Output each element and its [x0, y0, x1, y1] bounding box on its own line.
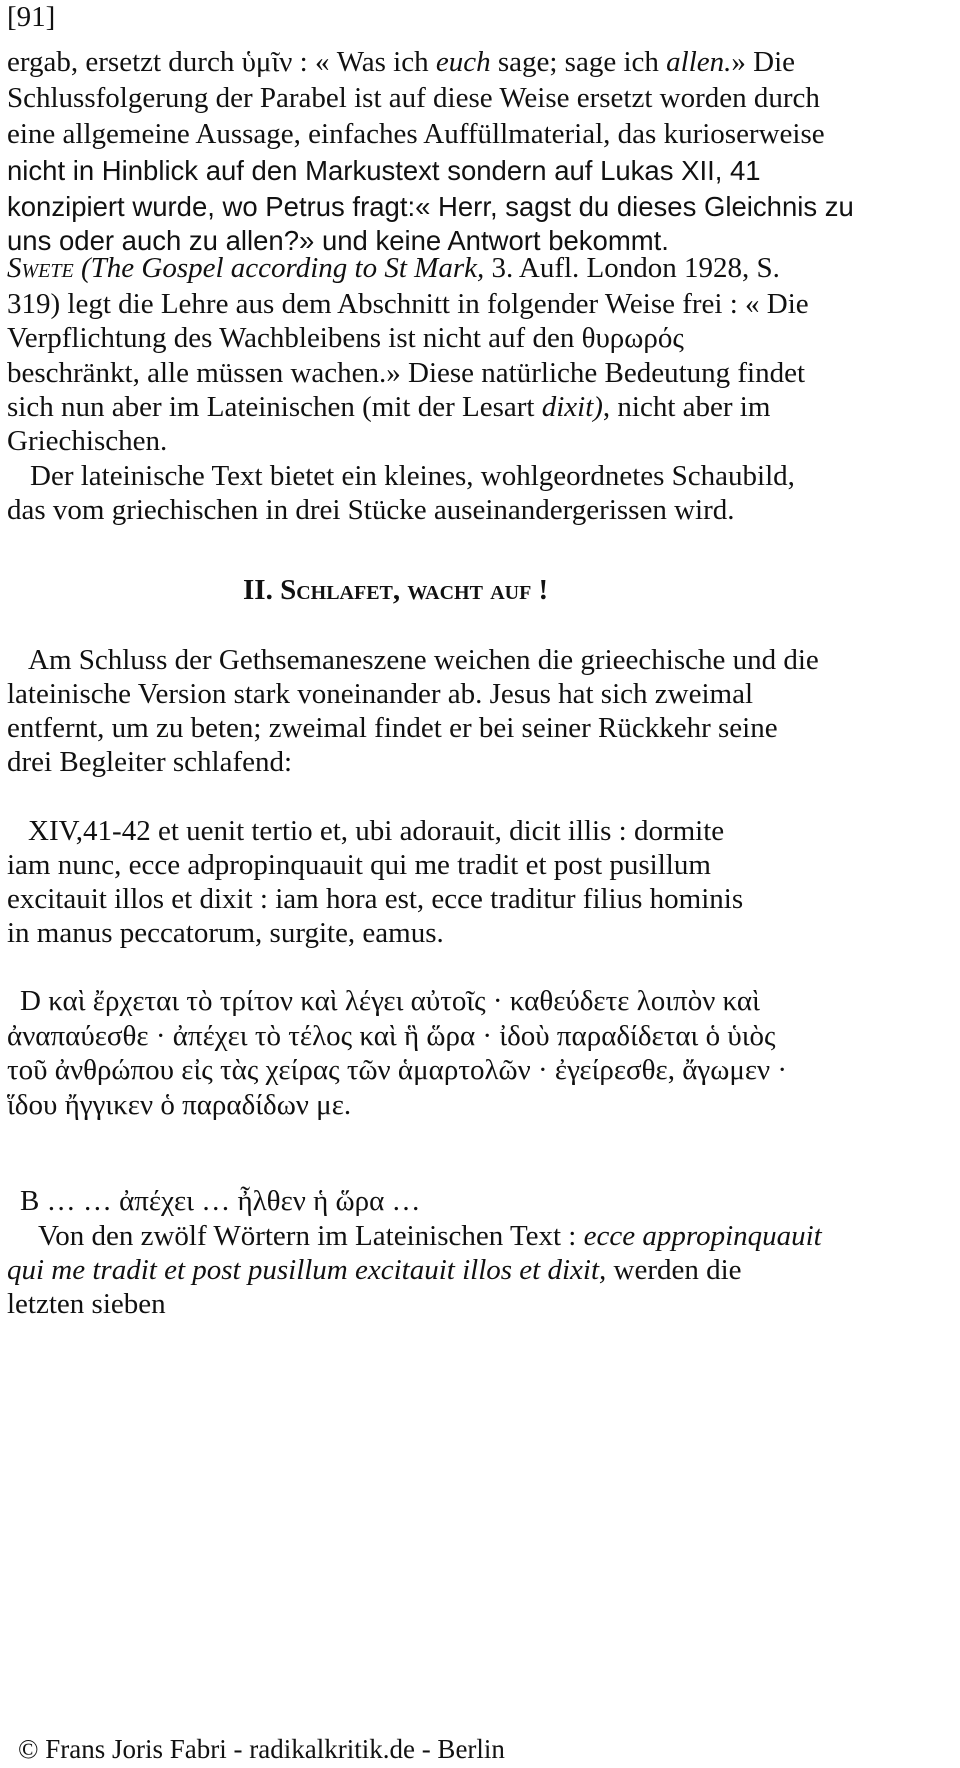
text-line: letzten sieben [7, 1288, 166, 1320]
footer-copyright: © Frans Joris Fabri - radikalkritik.de - Berlin [18, 1734, 505, 1764]
text-line: Verpflichtung des Wachbleibens ist nicht auf den θυρωρός [7, 322, 684, 354]
text-line: eine allgemeine Aussage, einfaches Auffüllmaterial, das kurioserweise [7, 118, 825, 150]
text-line: entfernt, um zu beten; zweimal findet er bei seiner Rückkehr seine [7, 712, 778, 744]
text-span: sage; sage ich [490, 46, 667, 78]
text-span: ergab, ersetzt durch ὑμῖν : « Was ich [7, 46, 436, 78]
emphasis: qui me tradit et post pusillum excitauit illos et dixit, [7, 1254, 607, 1286]
text-span: 3. Aufl. London 1928, S. [491, 252, 780, 284]
text-span: , nicht aber im [602, 391, 771, 423]
author-name: Swete [7, 252, 74, 284]
emphasis: allen. [666, 46, 732, 78]
emphasis: dixit) [541, 391, 603, 423]
text-line: excitauit illos et dixit : iam hora est, ecce traditur filius hominis [7, 883, 744, 915]
text-line: 319) legt die Lehre aus dem Abschnitt in folgender Weise frei : « Die [7, 288, 809, 320]
text-line: das vom griechischen in drei Stücke auseinandergerissen wird. [7, 494, 735, 526]
text-line: Griechischen. [7, 425, 168, 457]
text-line: Am Schluss der Gethsemaneszene weichen die grieechische und die [28, 644, 819, 676]
emphasis: ecce appropinquauit [583, 1220, 822, 1252]
greek-quote-b: B … … ἀπέχει … ἦλθεν ἡ ὥρα … [20, 1185, 421, 1217]
text-line [7, 389, 770, 426]
page-number: [91] [7, 1, 56, 33]
text-line: lateinische Version stark voneinander ab. Jesus hat sich zweimal [7, 678, 753, 710]
text-line: D καὶ ἔρχεται τὸ τρίτον καὶ λέγει αὐτοῖς · καθεύδετε λοιπὸν καὶ [20, 985, 760, 1017]
text-line [7, 1252, 742, 1289]
text-line: nicht in Hinblick auf den Markustext sondern auf Lukas XII, 41 [7, 155, 761, 186]
text-line: in manus peccatorum, surgite, eamus. [7, 917, 444, 949]
text-line [7, 44, 795, 81]
text-line: ἀναπαύεσθε · ἀπέχει τὸ τέλος καὶ ἣ ὥρα · ἰδοὺ παραδίδεται ὁ ὑιὸς [7, 1020, 776, 1052]
text-line: Schlussfolgerung der Parabel ist auf diese Weise ersetzt worden durch [7, 82, 820, 114]
book-title: (The Gospel according to St Mark, [73, 252, 492, 284]
text-span: » Die [731, 46, 796, 78]
text-line: τοῦ ἀνθρώπου εἰς τὰς χείρας τῶν ἁμαρτολῶν · ἐγείρεσθε, ἄγωμεν · [7, 1054, 788, 1086]
text-line [38, 1218, 822, 1255]
emphasis: euch [435, 46, 491, 78]
text-span: Von den zwölf Wörtern im Lateinischen Text : [38, 1220, 584, 1252]
text-line: uns oder auch zu allen?» und keine Antwort bekommt. [7, 225, 669, 256]
text-line [7, 250, 780, 287]
text-span: sich nun aber im Lateinischen (mit der Lesart [7, 391, 542, 423]
text-line: Der lateinische Text bietet ein kleines, wohlgeordnetes Schaubild, [30, 460, 795, 492]
text-line: ἵδου ἤγγικεν ὁ παραδίδων με. [7, 1089, 352, 1121]
text-line: iam nunc, ecce adpropinquauit qui me tradit et post pusillum [7, 849, 711, 881]
text-line: drei Begleiter schlafend: [7, 746, 293, 778]
text-line: beschränkt, alle müssen wachen.» Diese natürliche Bedeutung findet [7, 357, 806, 389]
text-line: XIV,41-42 et uenit tertio et, ubi adorauit, dicit illis : dormite [28, 815, 725, 847]
section-heading: II. Schlafet, wacht auf ! [243, 574, 549, 606]
text-line: konzipiert wurde, wo Petrus fragt:« Herr, sagst du dieses Gleichnis zu [7, 191, 854, 222]
text-span: werden die [606, 1254, 742, 1286]
